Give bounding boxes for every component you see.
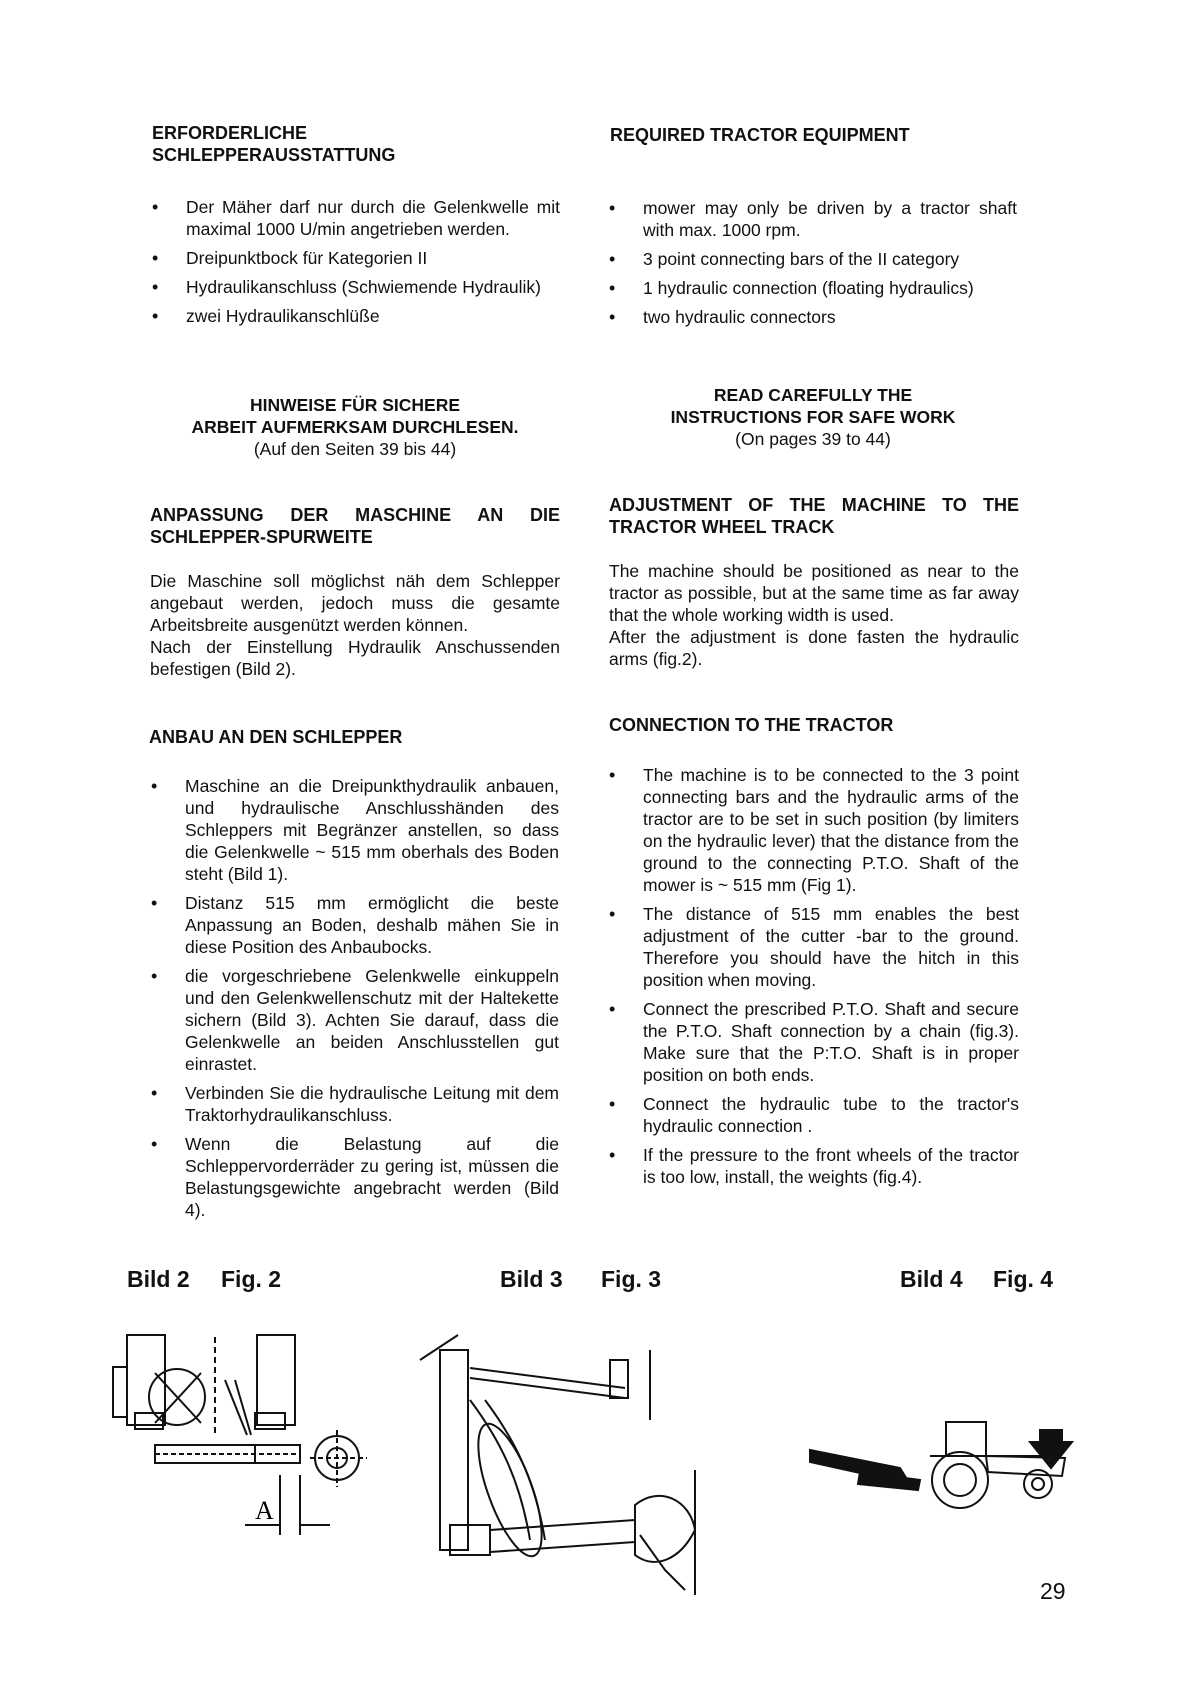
fig3-pto-shaft-diagram <box>410 1320 760 1610</box>
list-item: • mower may only be driven by a tractor shaft with max. 1000 rpm. <box>609 198 1017 240</box>
list-item: • Maschine an die Dreipunkthydraulik anbauen, und hydraulische Anschlusshänden des Schleppers mit Begränzer anstellen, so dass die Gelenkwelle ~ 515 mm oberhals des Boden steht (Bild 1). <box>151 776 559 884</box>
fig2-fig-caption: Fig. 2 <box>221 1266 282 1292</box>
fig4-bild-caption: Bild 4 <box>900 1266 963 1292</box>
fig2-dimension-label: A <box>255 1496 274 1525</box>
bullet-icon: • <box>152 197 159 217</box>
left-connection-heading: ANBAU AN DEN SCHLEPPER <box>149 727 403 747</box>
bullet-icon: • <box>152 248 159 268</box>
list-item: • If the pressure to the front wheels of the tractor is too low, install, the weights (fig.4). <box>609 1145 1019 1187</box>
bullet-icon: • <box>609 307 616 327</box>
right-connection-heading: CONNECTION TO THE TRACTOR <box>609 715 894 735</box>
bullet-icon: • <box>151 893 158 913</box>
bullet-icon: • <box>152 306 159 326</box>
left-equipment-heading: ERFORDERLICHE SCHLEPPERAUSSTATTUNG <box>152 123 396 165</box>
right-connection-list <box>607 764 1019 1195</box>
list-item: • zwei Hydraulikanschlüße <box>152 306 380 326</box>
right-adjust-text: The machine should be positioned as near to the tractor as possible, but at the same time as far away that the whole working width is used. After the adjustment is done fasten the hydraulic arms (fig.2). <box>609 561 1019 669</box>
right-equipment-list <box>607 197 1017 335</box>
fig4-tractor-weights-diagram <box>800 1380 1100 1530</box>
list-item: • Wenn die Belastung auf die Schleppervorderräder zu gering ist, müssen die Belastungsgewichte angebracht werden (Bild 4). <box>151 1134 559 1220</box>
bullet-icon: • <box>609 904 616 924</box>
list-item: • 1 hydraulic connection (floating hydraulics) <box>609 278 974 298</box>
right-safety-notice: READ CAREFULLY THE INSTRUCTIONS FOR SAFE WORK (On pages 39 to 44) <box>670 385 956 449</box>
list-item: • Connect the prescribed P.T.O. Shaft and secure the P.T.O. Shaft connection by a chain (fig.3). Make sure that the P:T.O. Shaft is in proper position on both ends. <box>609 999 1019 1085</box>
left-adjust-text: Die Maschine soll möglichst näh dem Schlepper angebaut werden, jedoch muss die gesamte Arbeitsbreite ausgenützt werden können. Nach der Einstellung Hydraulik Anschussenden befestigen (Bild 2). <box>150 571 560 679</box>
fig2-bild-caption: Bild 2 <box>127 1266 190 1292</box>
bullet-icon: • <box>609 999 616 1019</box>
page-number: 29 <box>1040 1578 1066 1604</box>
left-equipment-list <box>150 196 560 334</box>
left-safety-notice: HINWEISE FÜR SICHERE ARBEIT AUFMERKSAM DURCHLESEN. (Auf den Seiten 39 bis 44) <box>191 395 519 459</box>
list-item: • Hydraulikanschluss (Schwiemende Hydraulik) <box>152 277 541 297</box>
bullet-icon: • <box>609 1145 616 1165</box>
bullet-icon: • <box>151 966 158 986</box>
fig3-bild-caption: Bild 3 <box>500 1266 563 1292</box>
list-item: • Verbinden Sie die hydraulische Leitung mit dem Traktorhydraulikanschluss. <box>151 1083 559 1125</box>
list-item: • die vorgeschriebene Gelenkwelle einkuppeln und den Gelenkwellenschutz mit der Haltekette sichern (Bild 3). Achten Sie darauf, dass die Gelenkwelle an beiden Anschlusstellen gut einrastet. <box>151 966 559 1074</box>
list-item: • Der Mäher darf nur durch die Gelenkwelle mit maximal 1000 U/min angetrieben werden. <box>152 197 560 239</box>
fig3-fig-caption: Fig. 3 <box>601 1266 662 1292</box>
bullet-icon: • <box>151 1134 158 1154</box>
fig2-hitch-diagram <box>105 1325 395 1555</box>
bullet-icon: • <box>609 1094 616 1114</box>
list-item: • The distance of 515 mm enables the best adjustment of the cutter -bar to the ground. Therefore you should have the hitch in this position when moving. <box>609 904 1019 990</box>
right-equipment-heading: REQUIRED TRACTOR EQUIPMENT <box>610 125 910 145</box>
bullet-icon: • <box>609 198 616 218</box>
bullet-icon: • <box>609 278 616 298</box>
list-item: • Distanz 515 mm ermöglicht die beste Anpassung an Boden, deshalb mähen Sie in diese Position des Anbaubocks. <box>151 893 559 957</box>
list-item: • 3 point connecting bars of the II category <box>609 249 960 269</box>
bullet-icon: • <box>609 249 616 269</box>
list-item: • The machine is to be connected to the 3 point connecting bars and the hydraulic arms of the tractor are to be set in such position (by limiters on the hydraulic lever) that the distance from the ground to the connecting P.T.O. Shaft of the mower is ~ 515 mm (Fig 1). <box>609 765 1019 895</box>
fig4-fig-caption: Fig. 4 <box>993 1266 1054 1292</box>
list-item: • two hydraulic connectors <box>609 307 836 327</box>
right-adjust-heading: ADJUSTMENT OF THE MACHINE TO THE TRACTOR WHEEL TRACK <box>609 495 1019 537</box>
bullet-icon: • <box>151 1083 158 1103</box>
bullet-icon: • <box>609 765 616 785</box>
left-adjust-heading: ANPASSUNG DER MASCHINE AN DIE SCHLEPPER-SPURWEITE <box>150 505 560 547</box>
list-item: • Connect the hydraulic tube to the tractor's hydraulic connection . <box>609 1094 1019 1136</box>
left-connection-list <box>149 775 559 1228</box>
list-item: • Dreipunktbock für Kategorien II <box>152 248 428 268</box>
bullet-icon: • <box>151 776 158 796</box>
bullet-icon: • <box>152 277 159 297</box>
